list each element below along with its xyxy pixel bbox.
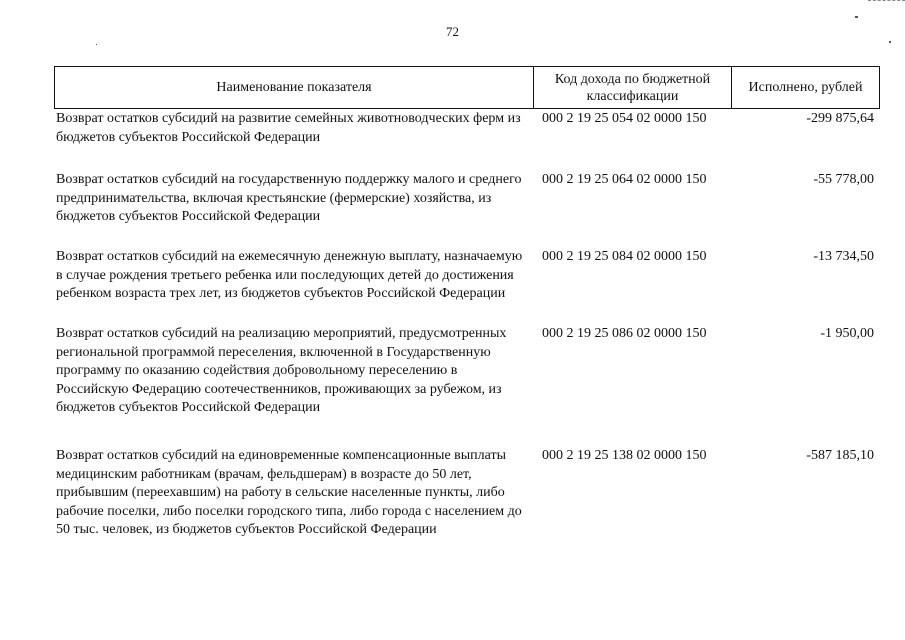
- row-amount: -1 950,00: [820, 326, 874, 341]
- header-code: Код дохода по бюджетной классификации: [533, 67, 731, 108]
- scan-speck: [96, 44, 97, 45]
- scan-speck: [855, 16, 858, 18]
- table-row: [54, 248, 880, 325]
- budget-table: [54, 66, 880, 567]
- table-row: [54, 325, 880, 447]
- table-row: [54, 447, 880, 567]
- table-row: [54, 109, 880, 171]
- row-name: Возврат остатков субсидий на ежемесячную денежную выплату, назначаемую в случае рождения третьего ребенка или последующих детей до достижения ребенком возраста трех лет, из бюджетов субъектов Российской Федерации: [56, 249, 523, 301]
- scan-artifact-mark: [868, 0, 905, 2]
- header-name: Наименование показателя: [216, 80, 372, 95]
- header-amount: Исполнено, рублей: [731, 67, 879, 108]
- row-name: Возврат остатков субсидий на единовременные компенсационные выплаты медицинским работникам (врачам, фельдшерам) в возрасте до 50 лет, прибывшим (переехавшим) на работу в сельские населенные пункты, либо рабочие поселки, либо поселки городского типа, либо города с населением до 50 тыс. человек, из бюджетов субъектов Российской Федерации: [56, 448, 522, 537]
- table-row: [54, 171, 880, 248]
- row-amount: -587 185,10: [806, 448, 874, 463]
- page-number: 72: [446, 24, 459, 39]
- row-code: 000 2 19 25 054 02 0000 150: [542, 111, 707, 126]
- row-code: 000 2 19 25 064 02 0000 150: [542, 172, 707, 187]
- row-name: Возврат остатков субсидий на государственную поддержку малого и среднего предпринимательства, включая крестьянские (фермерские) хозяйства, из бюджетов субъектов Российской Федерации: [56, 172, 522, 224]
- row-amount: -55 778,00: [813, 172, 874, 187]
- row-amount: -13 734,50: [813, 249, 874, 264]
- row-name: Возврат остатков субсидий на реализацию мероприятий, предусмотренных региональной программой переселения, включенной в Государственную программу по оказанию содействия добровольному переселению в Российскую Федерацию соотечественников, проживающих за рубежом, из бюджетов субъектов Российской Федерации: [56, 326, 507, 415]
- table-header: [54, 66, 880, 109]
- row-amount: -299 875,64: [806, 111, 874, 126]
- row-code: 000 2 19 25 084 02 0000 150: [542, 249, 707, 264]
- row-code: 000 2 19 25 138 02 0000 150: [542, 448, 707, 463]
- scan-speck: [889, 41, 891, 43]
- row-name: Возврат остатков субсидий на развитие семейных животноводческих ферм из бюджетов субъектов Российской Федерации: [56, 111, 521, 145]
- row-code: 000 2 19 25 086 02 0000 150: [542, 326, 707, 341]
